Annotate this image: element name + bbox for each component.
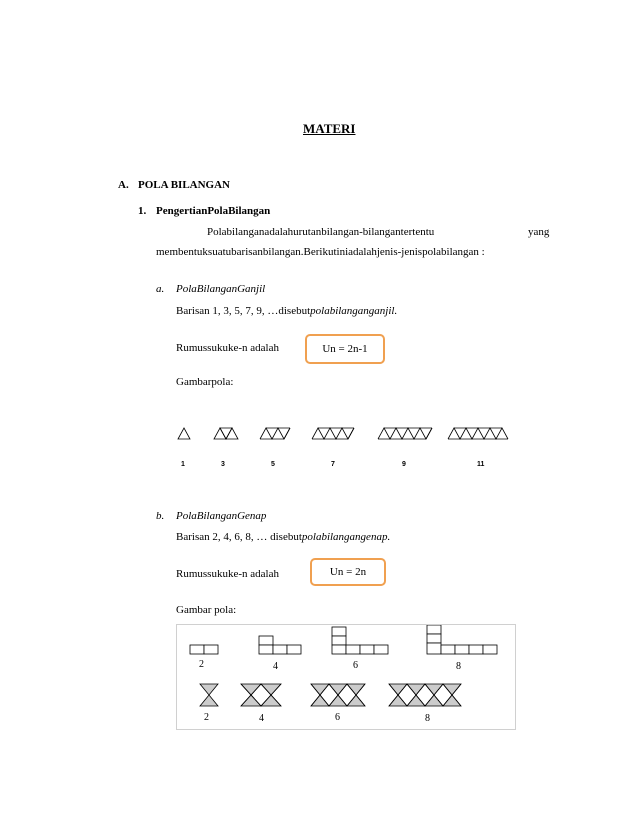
square-shape xyxy=(346,645,360,654)
odd-triangle-figure xyxy=(170,420,530,478)
even-sequence-term: polabilangangenap. xyxy=(301,531,391,543)
even-figure-box xyxy=(176,624,516,730)
even-sequence xyxy=(176,531,390,543)
section-heading: POLA BILANGAN xyxy=(138,179,230,191)
square-shape xyxy=(273,645,287,654)
odd-figure-number: 3 xyxy=(221,461,225,468)
triangle-strip-7 xyxy=(312,428,354,439)
even-formula-label: Rumussukuke-n adalah xyxy=(176,568,279,580)
square-shape xyxy=(483,645,497,654)
odd-figure-number: 9 xyxy=(402,461,406,468)
triangle-shape xyxy=(178,428,190,439)
odd-sequence-text: Barisan 1, 3, 5, 7, 9, …disebut xyxy=(176,305,311,317)
intro-line-1-tail: yang xyxy=(528,226,550,238)
triangle-strip-9 xyxy=(378,428,432,439)
triangle-shape xyxy=(214,428,226,439)
square-shape xyxy=(204,645,218,654)
even-figure-number: 6 xyxy=(353,660,358,671)
square-shape xyxy=(332,645,346,654)
even-sequence-text: Barisan 2, 4, 6, 8, … disebut xyxy=(176,531,302,543)
intro-line-1: Polabilanganadalahurutanbilangan-bilangantertentu xyxy=(207,226,435,238)
triangle-shape xyxy=(200,695,218,706)
odd-formula-box xyxy=(305,334,385,364)
even-figure-number: 4 xyxy=(273,661,278,672)
even-figure-number: 4 xyxy=(259,713,264,724)
even-figure-number: 8 xyxy=(425,713,430,724)
triangle-shape xyxy=(200,684,218,695)
odd-sequence xyxy=(176,305,397,317)
odd-figure-number: 11 xyxy=(477,461,485,468)
odd-sequence-term: polabilanganganjil. xyxy=(310,305,398,317)
odd-heading: PolaBilanganGanjil xyxy=(176,283,266,295)
square-shape xyxy=(190,645,204,654)
even-figure-number: 2 xyxy=(199,659,204,670)
even-figure-number: 6 xyxy=(335,712,340,723)
intro-line-2: membentuksuatubarisanbilangan.Berikutiniadalahjenis-jenispolabilangan : xyxy=(156,246,485,258)
odd-figure-number: 7 xyxy=(331,461,335,468)
even-heading: PolaBilanganGenap xyxy=(176,510,267,522)
odd-marker: a. xyxy=(156,283,165,295)
square-shape xyxy=(374,645,388,654)
triangle-shape xyxy=(226,428,238,439)
square-shape xyxy=(427,634,441,643)
square-shape xyxy=(427,643,441,654)
even-figure-number: 8 xyxy=(456,661,461,672)
subsection-heading: PengertianPolaBilangan xyxy=(156,205,271,217)
square-shape xyxy=(469,645,483,654)
odd-formula-label: Rumussukuke-n adalah xyxy=(176,342,279,354)
odd-figure-label: Gambarpola: xyxy=(176,376,234,388)
triangle-shape xyxy=(220,428,232,439)
square-shape xyxy=(332,636,346,645)
subsection-marker: 1. xyxy=(138,205,147,217)
odd-figure-number: 1 xyxy=(181,461,185,468)
even-figure-number: 2 xyxy=(204,712,209,723)
triangle-strip-5 xyxy=(260,428,290,439)
triangle-strip-11 xyxy=(448,428,508,439)
section-marker: A. xyxy=(118,179,129,191)
square-shape xyxy=(287,645,301,654)
square-shape xyxy=(441,645,455,654)
square-shape xyxy=(259,636,273,645)
even-formula: Un = 2n xyxy=(329,566,367,578)
even-figure xyxy=(177,625,515,729)
square-shape xyxy=(455,645,469,654)
odd-figure-number: 5 xyxy=(271,461,275,468)
square-shape xyxy=(332,627,346,636)
square-shape xyxy=(360,645,374,654)
square-shape xyxy=(427,625,441,634)
page-title: MATERI xyxy=(303,121,356,136)
even-marker: b. xyxy=(156,510,165,522)
even-figure-label: Gambar pola: xyxy=(176,604,237,616)
square-shape xyxy=(259,645,273,654)
even-formula-box xyxy=(310,558,386,586)
odd-formula: Un = 2n-1 xyxy=(322,343,368,355)
